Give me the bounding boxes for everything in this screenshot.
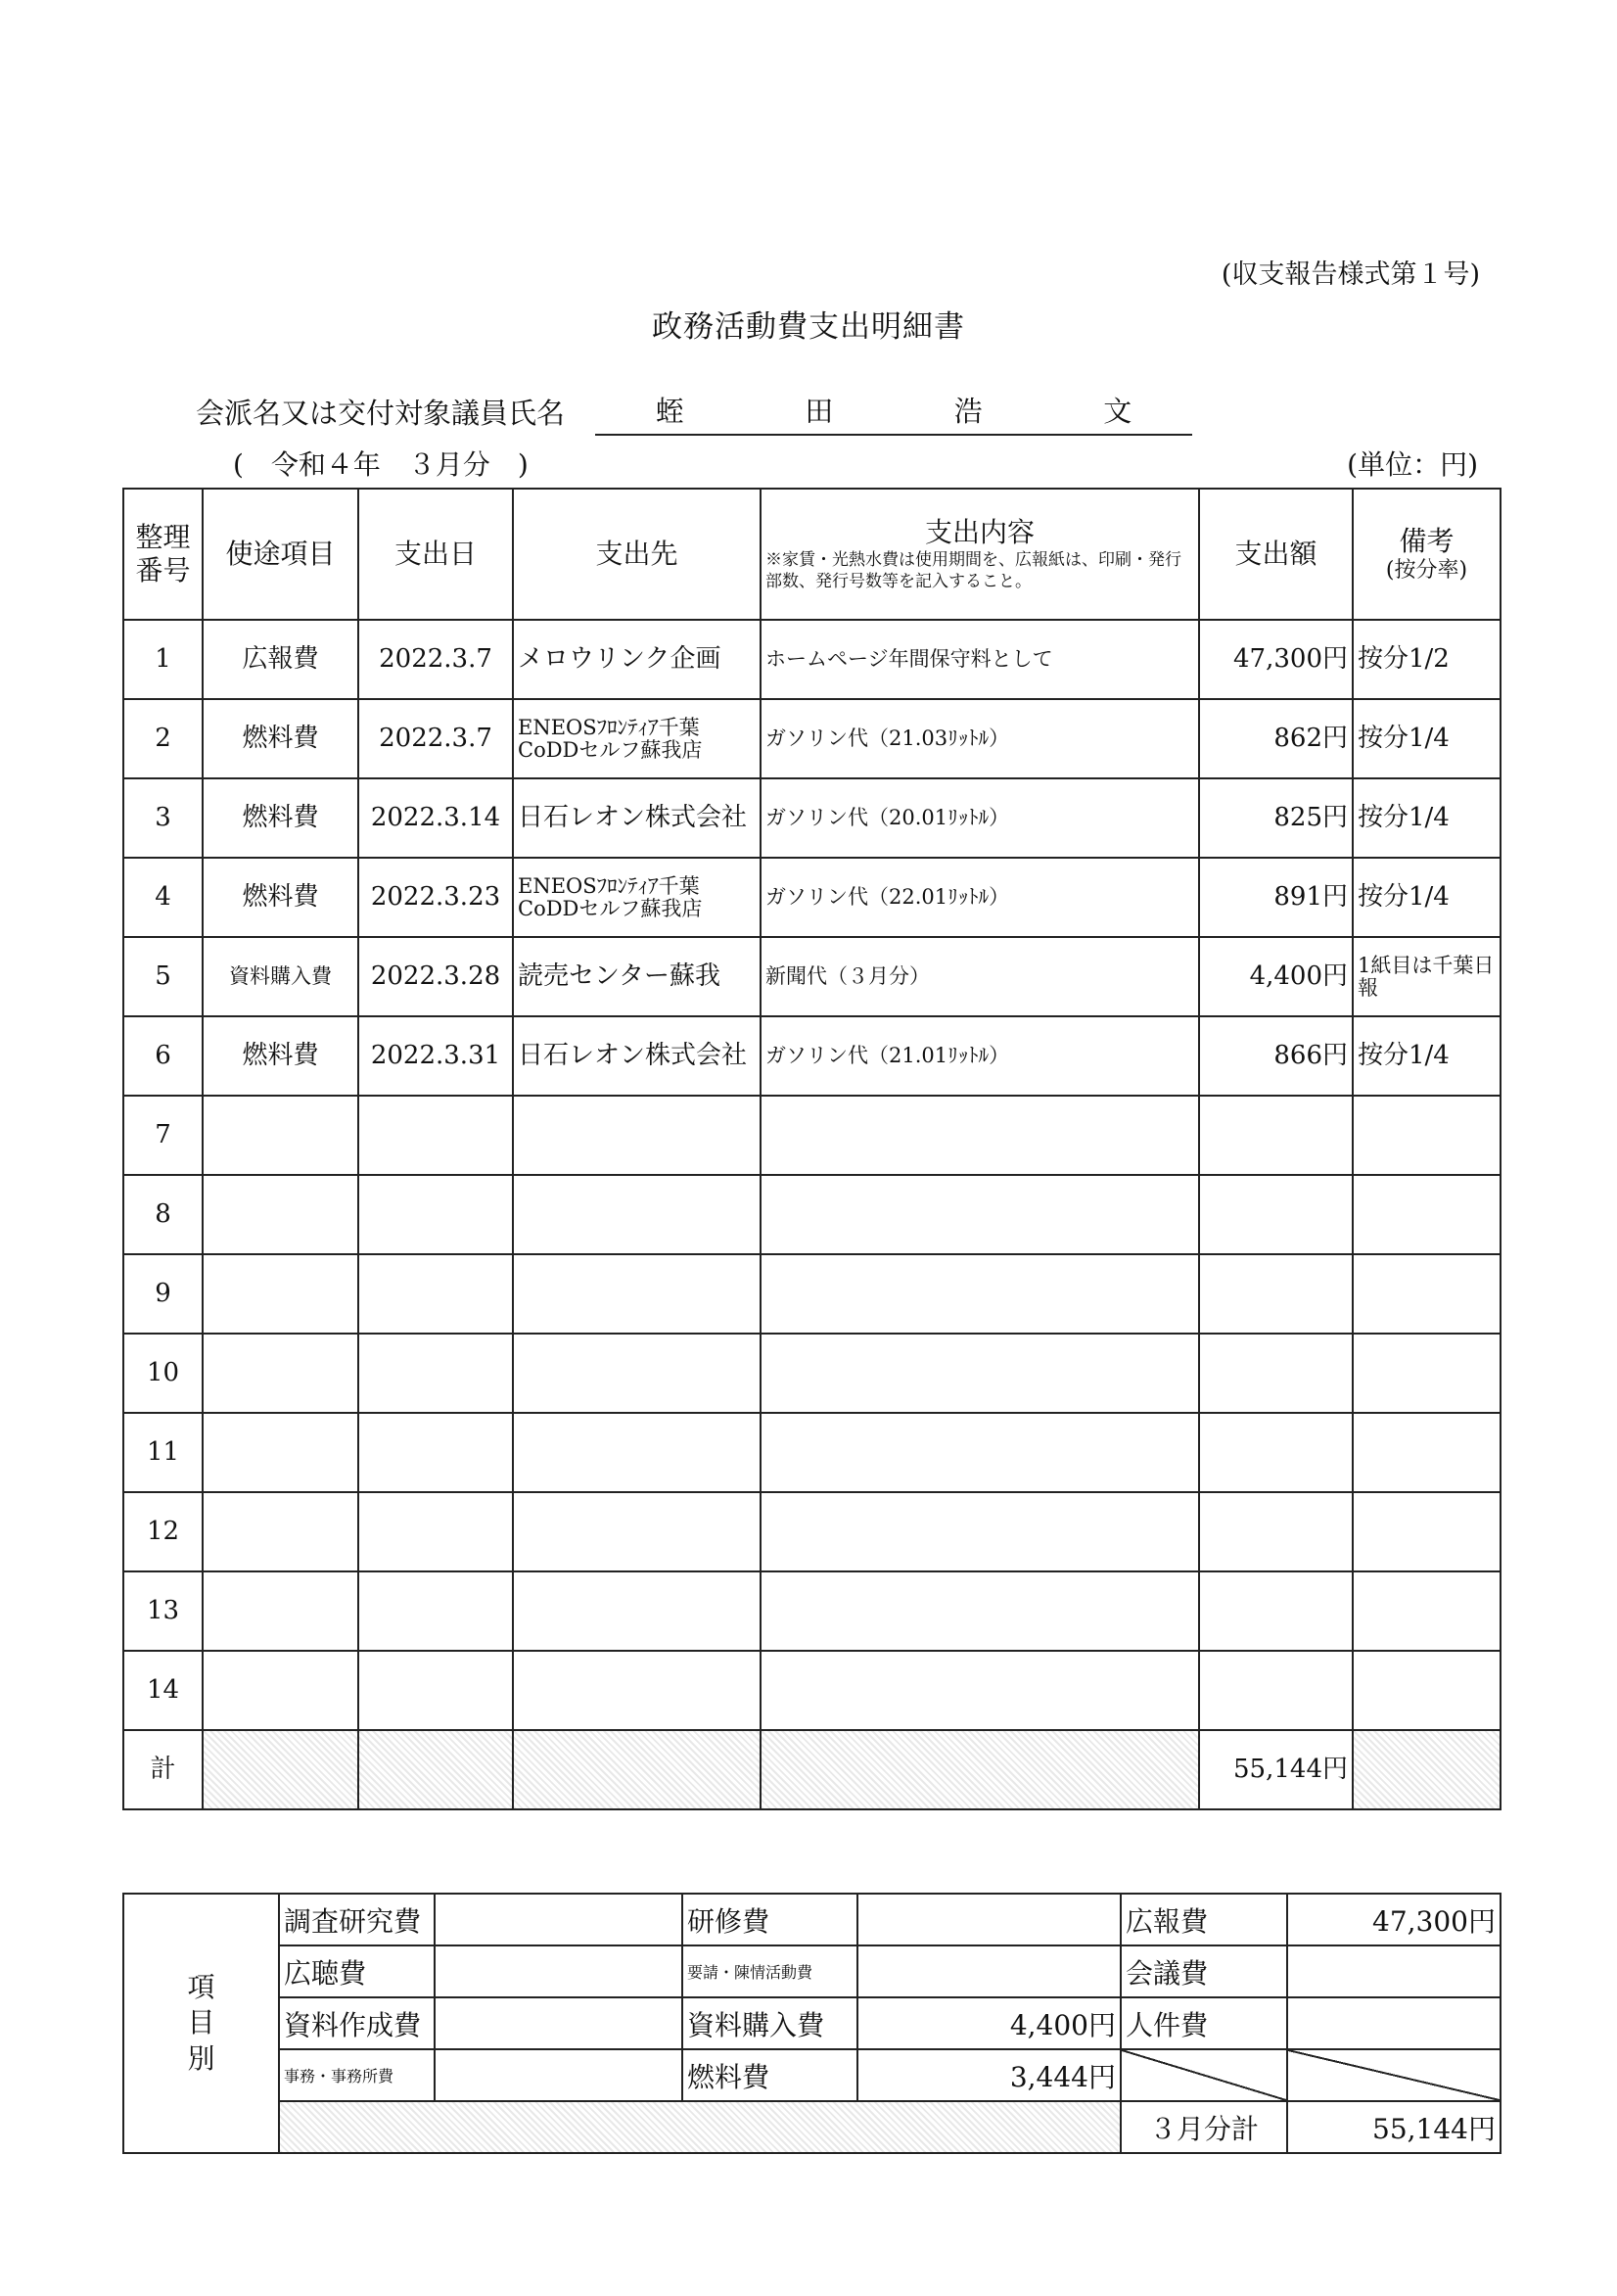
- row-content: ガソリン代（20.01ﾘｯﾄﾙ）: [761, 778, 1199, 858]
- table-row: [123, 1334, 1501, 1413]
- row-amount: 862円: [1199, 699, 1353, 778]
- row-payee: [513, 1413, 761, 1492]
- category-personnel-amount: [1287, 1997, 1501, 2049]
- category-row: [123, 1894, 1501, 1945]
- row-remarks: [1353, 1571, 1501, 1651]
- row-payee: [513, 1651, 761, 1730]
- row-payee: 読売センター蘇我: [513, 937, 761, 1016]
- header-no: 整理番号: [123, 489, 203, 620]
- shaded-cell: [358, 1730, 513, 1809]
- table-row: [123, 1254, 1501, 1334]
- category-material-purchase-amount: 4,400円: [857, 1997, 1121, 2049]
- row-content: [761, 1175, 1199, 1254]
- row-date: [358, 1254, 513, 1334]
- member-name-char: 浩: [953, 395, 983, 428]
- row-item: 燃料費: [203, 858, 358, 937]
- row-date: [358, 1175, 513, 1254]
- row-payee: ENEOSﾌﾛﾝﾃｨｱ千葉CoDDセルフ蘇我店: [513, 858, 761, 937]
- header-remarks-label: 備考: [1399, 525, 1455, 557]
- row-payee: [513, 1571, 761, 1651]
- table-header-row: [123, 489, 1501, 620]
- row-amount: 4,400円: [1199, 937, 1353, 1016]
- row-no: 12: [123, 1492, 203, 1571]
- row-item: 資料購入費: [203, 937, 358, 1016]
- expense-table: [122, 488, 1502, 1810]
- total-amount: 55,144円: [1199, 1730, 1353, 1809]
- row-item: 燃料費: [203, 699, 358, 778]
- row-content: [761, 1413, 1199, 1492]
- category-hearing-amount: [435, 1945, 682, 1997]
- row-payee: [513, 1254, 761, 1334]
- period: ( 令和４年 ３月分 ): [233, 448, 529, 481]
- row-content: [761, 1096, 1199, 1175]
- row-item: 燃料費: [203, 1016, 358, 1096]
- row-item: [203, 1254, 358, 1334]
- row-date: [358, 1492, 513, 1571]
- category-meeting-label: 会議費: [1121, 1945, 1287, 1997]
- header-date: 支出日: [358, 489, 513, 620]
- member-name-char: 文: [1103, 395, 1132, 428]
- header-content-note: ※家賃・光熱水費は使用期間を、広報紙は、印刷・発行部数、発行号数等を記入すること。: [765, 549, 1181, 591]
- table-row: [123, 699, 1501, 778]
- category-row: [123, 1997, 1501, 2049]
- row-date: 2022.3.14: [358, 778, 513, 858]
- row-payee: メロウリンク企画: [513, 620, 761, 699]
- category-office-label: 事務・事務所費: [279, 2049, 435, 2101]
- total-row: [123, 1730, 1501, 1809]
- row-amount: [1199, 1651, 1353, 1730]
- category-research-amount: [435, 1894, 682, 1945]
- table-row: [123, 778, 1501, 858]
- row-content: [761, 1492, 1199, 1571]
- row-remarks: [1353, 1492, 1501, 1571]
- shaded-cell: [513, 1730, 761, 1809]
- category-meeting-amount: [1287, 1945, 1501, 1997]
- row-remarks: 1紙目は千葉日報: [1353, 937, 1501, 1016]
- row-remarks: 按分1/4: [1353, 1016, 1501, 1096]
- row-payee: ENEOSﾌﾛﾝﾃｨｱ千葉CoDDセルフ蘇我店: [513, 699, 761, 778]
- row-payee: 日石レオン株式会社: [513, 778, 761, 858]
- row-no: 7: [123, 1096, 203, 1175]
- category-petition-amount: [857, 1945, 1121, 1997]
- row-amount: 866円: [1199, 1016, 1353, 1096]
- member-name-char: 蛭: [655, 395, 684, 428]
- row-date: 2022.3.7: [358, 620, 513, 699]
- row-payee: [513, 1492, 761, 1571]
- row-remarks: [1353, 1254, 1501, 1334]
- category-fuel-amount: 3,444円: [857, 2049, 1121, 2101]
- table-row: [123, 1016, 1501, 1096]
- category-fuel-label: 燃料費: [682, 2049, 857, 2101]
- row-amount: [1199, 1254, 1353, 1334]
- row-date: [358, 1096, 513, 1175]
- member-name-char: 田: [805, 395, 834, 428]
- table-row: [123, 1492, 1501, 1571]
- row-date: [358, 1413, 513, 1492]
- row-amount: 891円: [1199, 858, 1353, 937]
- side-label-char: 別: [187, 2041, 215, 2075]
- row-content: ガソリン代（22.01ﾘｯﾄﾙ）: [761, 858, 1199, 937]
- side-label-char: 目: [187, 2006, 215, 2039]
- category-office-amount: [435, 2049, 682, 2101]
- row-remarks: [1353, 1413, 1501, 1492]
- row-amount: [1199, 1492, 1353, 1571]
- row-remarks: [1353, 1334, 1501, 1413]
- row-amount: [1199, 1413, 1353, 1492]
- row-item: [203, 1492, 358, 1571]
- row-remarks: [1353, 1175, 1501, 1254]
- category-summary-table: [122, 1893, 1502, 2154]
- header-content: [761, 489, 1199, 620]
- category-pr-amount: 47,300円: [1287, 1894, 1501, 1945]
- row-item: [203, 1096, 358, 1175]
- row-amount: [1199, 1175, 1353, 1254]
- category-personnel-label: 人件費: [1121, 1997, 1287, 2049]
- row-item: [203, 1651, 358, 1730]
- table-row: [123, 858, 1501, 937]
- category-training-label: 研修費: [682, 1894, 857, 1945]
- header-content-label: 支出内容: [924, 516, 1035, 549]
- header-amount: 支出額: [1199, 489, 1353, 620]
- table-row: [123, 1651, 1501, 1730]
- category-row: [123, 1945, 1501, 1997]
- row-no: 10: [123, 1334, 203, 1413]
- shaded-cell: [203, 1730, 358, 1809]
- row-no: 6: [123, 1016, 203, 1096]
- document-title: 政務活動費支出明細書: [652, 309, 965, 345]
- row-remarks: [1353, 1096, 1501, 1175]
- row-remarks: [1353, 1651, 1501, 1730]
- row-item: 燃料費: [203, 778, 358, 858]
- row-payee: 日石レオン株式会社: [513, 1016, 761, 1096]
- row-content: [761, 1651, 1199, 1730]
- row-item: [203, 1413, 358, 1492]
- row-date: [358, 1334, 513, 1413]
- row-content: [761, 1254, 1199, 1334]
- category-material-making-label: 資料作成費: [279, 1997, 435, 2049]
- table-row: [123, 1571, 1501, 1651]
- header-remarks: [1353, 489, 1501, 620]
- category-total-row: [123, 2101, 1501, 2153]
- month-total-amount: 55,144円: [1287, 2101, 1501, 2153]
- row-no: 8: [123, 1175, 203, 1254]
- unit-label: (単位：円): [1347, 448, 1478, 481]
- category-side-label: [123, 1894, 279, 2153]
- row-remarks: 按分1/4: [1353, 778, 1501, 858]
- org-label: 会派名又は交付対象議員氏名: [196, 397, 566, 430]
- row-no: 3: [123, 778, 203, 858]
- row-date: 2022.3.31: [358, 1016, 513, 1096]
- table-row: [123, 937, 1501, 1016]
- form-number: (収支報告様式第１号): [1221, 259, 1480, 290]
- side-label-char: 項: [187, 1970, 215, 2003]
- row-no: 9: [123, 1254, 203, 1334]
- row-content: ガソリン代（21.03ﾘｯﾄﾙ）: [761, 699, 1199, 778]
- row-no: 11: [123, 1413, 203, 1492]
- category-material-making-amount: [435, 1997, 682, 2049]
- row-amount: 825円: [1199, 778, 1353, 858]
- row-item: [203, 1175, 358, 1254]
- table-row: [123, 1413, 1501, 1492]
- table-row: [123, 620, 1501, 699]
- row-item: 広報費: [203, 620, 358, 699]
- row-date: 2022.3.23: [358, 858, 513, 937]
- row-remarks: 按分1/4: [1353, 699, 1501, 778]
- category-pr-label: 広報費: [1121, 1894, 1287, 1945]
- row-payee: [513, 1096, 761, 1175]
- row-amount: [1199, 1571, 1353, 1651]
- crossed-out-cell: [1121, 2049, 1287, 2101]
- category-material-purchase-label: 資料購入費: [682, 1997, 857, 2049]
- member-name: [595, 390, 1192, 436]
- row-date: [358, 1571, 513, 1651]
- row-content: [761, 1571, 1199, 1651]
- row-no: 1: [123, 620, 203, 699]
- row-item: [203, 1571, 358, 1651]
- row-date: [358, 1651, 513, 1730]
- shaded-cell: [1353, 1730, 1501, 1809]
- row-remarks: 按分1/2: [1353, 620, 1501, 699]
- category-row: [123, 2049, 1501, 2101]
- month-total-label: ３月分計: [1121, 2101, 1287, 2153]
- shaded-cell: [761, 1730, 1199, 1809]
- row-date: 2022.3.7: [358, 699, 513, 778]
- row-date: 2022.3.28: [358, 937, 513, 1016]
- row-content: ホームページ年間保守料として: [761, 620, 1199, 699]
- row-no: 14: [123, 1651, 203, 1730]
- row-item: [203, 1334, 358, 1413]
- header-item: 使途項目: [203, 489, 358, 620]
- row-payee: [513, 1334, 761, 1413]
- crossed-out-cell: [1287, 2049, 1501, 2101]
- category-petition-label: 要請・陳情活動費: [682, 1945, 857, 1997]
- shaded-cell: [279, 2101, 1121, 2153]
- table-row: [123, 1096, 1501, 1175]
- row-no: 2: [123, 699, 203, 778]
- category-hearing-label: 広聴費: [279, 1945, 435, 1997]
- category-training-amount: [857, 1894, 1121, 1945]
- row-remarks: 按分1/4: [1353, 858, 1501, 937]
- row-no: 5: [123, 937, 203, 1016]
- row-content: 新聞代（３月分）: [761, 937, 1199, 1016]
- category-research-label: 調査研究費: [279, 1894, 435, 1945]
- row-amount: [1199, 1096, 1353, 1175]
- row-amount: [1199, 1334, 1353, 1413]
- table-row: [123, 1175, 1501, 1254]
- row-payee: [513, 1175, 761, 1254]
- row-no: 13: [123, 1571, 203, 1651]
- row-content: [761, 1334, 1199, 1413]
- total-label: 計: [123, 1730, 203, 1809]
- row-content: ガソリン代（21.01ﾘｯﾄﾙ）: [761, 1016, 1199, 1096]
- header-remarks-sub: (按分率): [1385, 557, 1468, 583]
- row-no: 4: [123, 858, 203, 937]
- row-amount: 47,300円: [1199, 620, 1353, 699]
- header-payee: 支出先: [513, 489, 761, 620]
